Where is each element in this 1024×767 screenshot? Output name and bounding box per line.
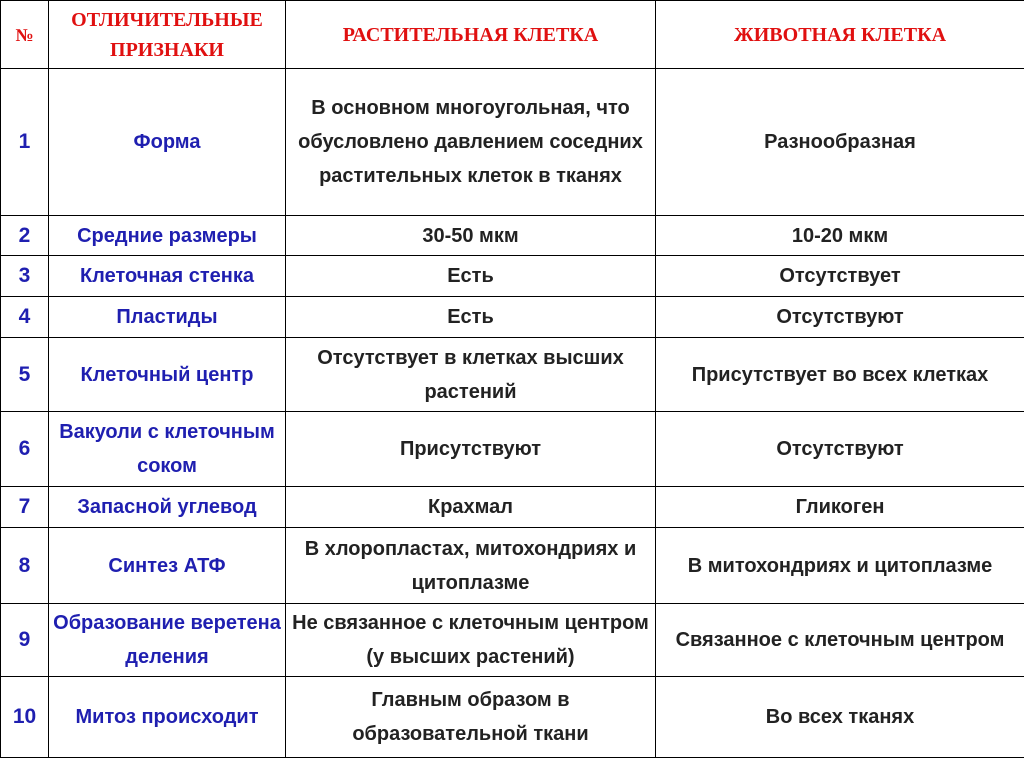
- row-number: 3: [1, 256, 49, 297]
- row-plant-value: Крахмал: [286, 487, 656, 528]
- row-plant-value: В основном многоугольная, что обусловлено давлением соседних растительных клеток в тканях: [286, 69, 656, 216]
- row-feature: Форма: [49, 69, 286, 216]
- table-row: [1, 412, 1024, 487]
- row-number: 10: [1, 677, 49, 758]
- row-feature: Средние размеры: [49, 216, 286, 256]
- table-row: [1, 338, 1024, 412]
- row-feature: Образование веретена деления: [49, 604, 286, 677]
- table-header-row: [1, 1, 1024, 69]
- row-number: 5: [1, 338, 49, 412]
- row-number: 4: [1, 297, 49, 338]
- row-number: 1: [1, 69, 49, 216]
- row-feature: Митоз происходит: [49, 677, 286, 758]
- row-animal-value: Отсутствуют: [656, 297, 1024, 338]
- row-feature: Клеточная стенка: [49, 256, 286, 297]
- table-row: [1, 256, 1024, 297]
- header-feature: ОТЛИЧИТЕЛЬНЫЕ ПРИЗНАКИ: [49, 1, 286, 69]
- table-row: [1, 528, 1024, 604]
- row-plant-value: Отсутствует в клетках высших растений: [286, 338, 656, 412]
- table-row: [1, 216, 1024, 256]
- row-plant-value: Не связанное с клеточным центром (у высших растений): [286, 604, 656, 677]
- table-row: [1, 604, 1024, 677]
- row-animal-value: Отсутствуют: [656, 412, 1024, 487]
- row-animal-value: Во всех тканях: [656, 677, 1024, 758]
- row-plant-value: В хлоропластах, митохондриях и цитоплазме: [286, 528, 656, 604]
- table-row: [1, 677, 1024, 758]
- table-row: [1, 69, 1024, 216]
- row-plant-value: Главным образом в образовательной ткани: [286, 677, 656, 758]
- row-plant-value: 30-50 мкм: [286, 216, 656, 256]
- row-animal-value: Отсутствует: [656, 256, 1024, 297]
- row-number: 8: [1, 528, 49, 604]
- row-feature: Вакуоли с клеточным соком: [49, 412, 286, 487]
- table-row: [1, 297, 1024, 338]
- row-plant-value: Присутствуют: [286, 412, 656, 487]
- row-plant-value: Есть: [286, 256, 656, 297]
- row-plant-value: Есть: [286, 297, 656, 338]
- row-animal-value: Гликоген: [656, 487, 1024, 528]
- row-animal-value: Разнообразная: [656, 69, 1024, 216]
- row-feature: Синтез АТФ: [49, 528, 286, 604]
- header-animal-cell: ЖИВОТНАЯ КЛЕТКА: [656, 1, 1024, 69]
- row-number: 7: [1, 487, 49, 528]
- row-number: 9: [1, 604, 49, 677]
- row-number: 6: [1, 412, 49, 487]
- row-animal-value: Присутствует во всех клетках: [656, 338, 1024, 412]
- row-animal-value: 10-20 мкм: [656, 216, 1024, 256]
- row-feature: Запасной углевод: [49, 487, 286, 528]
- header-number: №: [1, 1, 49, 69]
- header-plant-cell: РАСТИТЕЛЬНАЯ КЛЕТКА: [286, 1, 656, 69]
- row-animal-value: Связанное с клеточным центром: [656, 604, 1024, 677]
- row-feature: Пластиды: [49, 297, 286, 338]
- row-number: 2: [1, 216, 49, 256]
- table-row: [1, 487, 1024, 528]
- row-feature: Клеточный центр: [49, 338, 286, 412]
- row-animal-value: В митохондриях и цитоплазме: [656, 528, 1024, 604]
